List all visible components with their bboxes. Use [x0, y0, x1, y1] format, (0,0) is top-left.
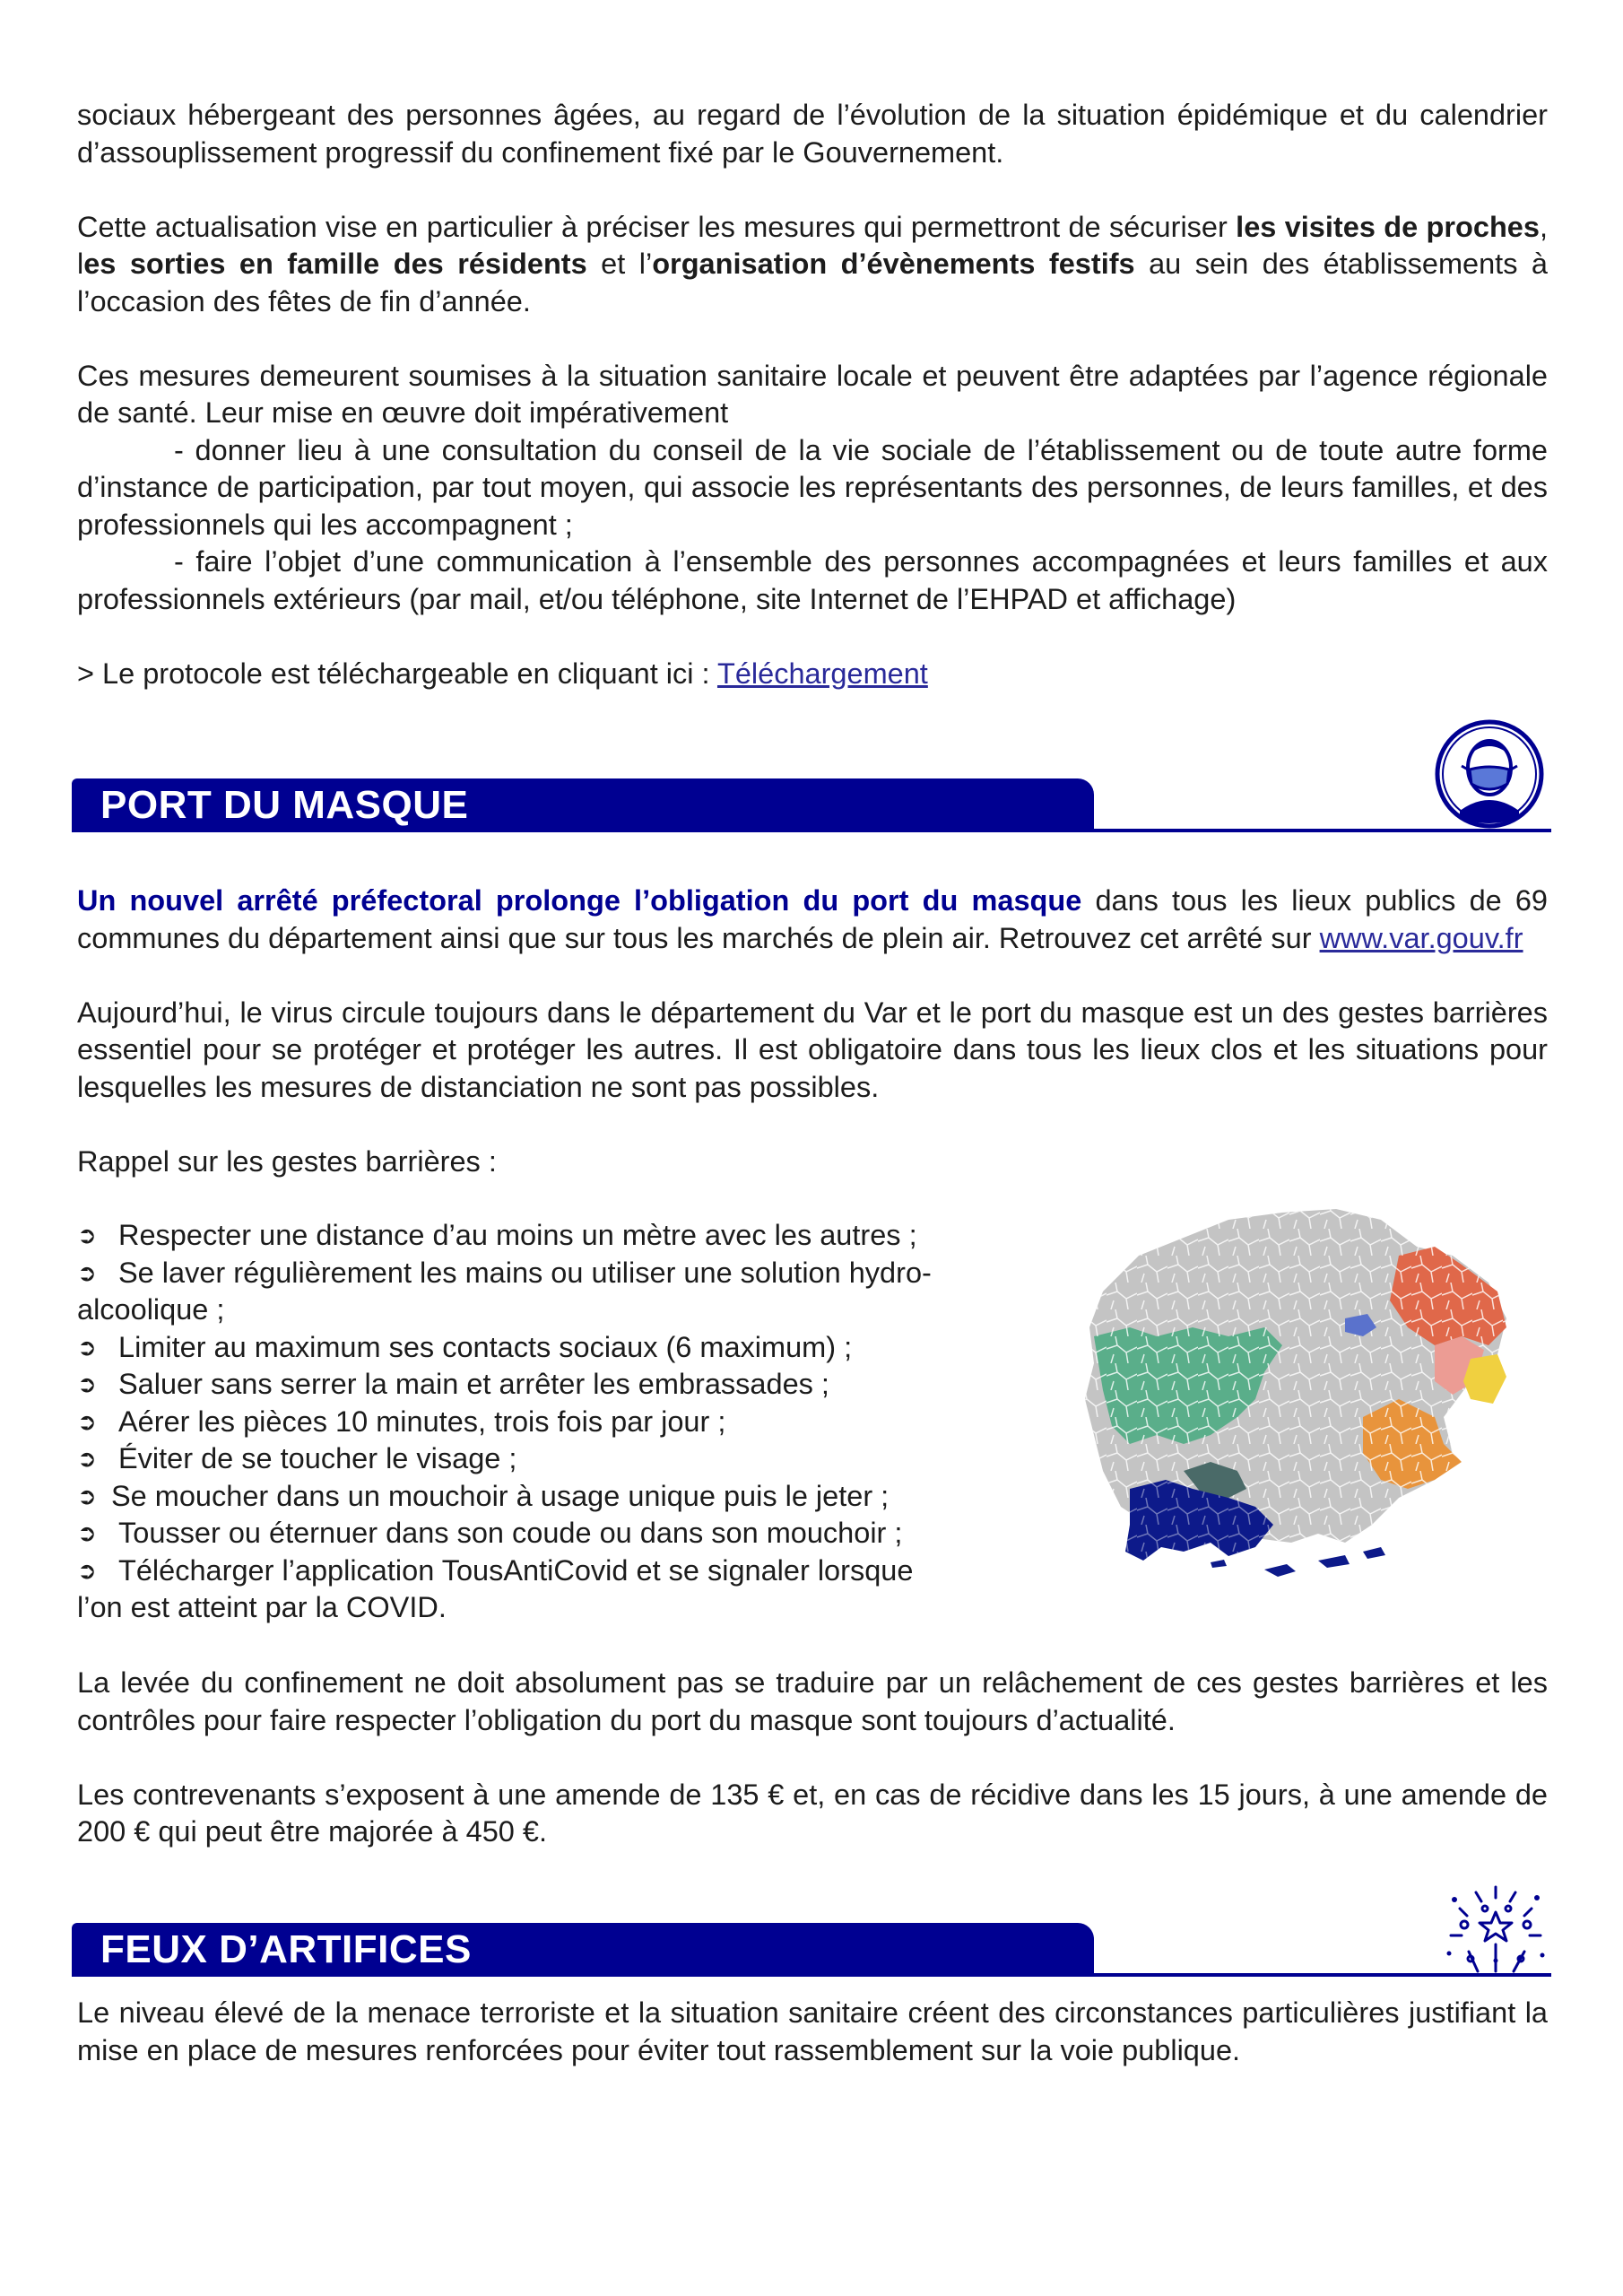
intro-p2-bold-sorties: es sorties en famille des résidents — [83, 248, 587, 280]
masque-paragraph-3: La levée du confinement ne doit absolument pas se traduire par un relâchement de ces gestes barrières et les contrôles pour faire respecter l’obligation du port du masque sont toujours d’actualité. — [77, 1666, 1548, 1736]
feux-paragraph-1: Le niveau élevé de la menace terroriste et la situation sanitaire créent des circonstances particulières justifiant la mise en place de mesures renforcées pour éviter tout rassemblement sur la voie publique. — [77, 1996, 1548, 2066]
download-link[interactable]: Téléchargement — [716, 657, 928, 690]
section-banner-masque — [72, 778, 1094, 832]
intro-p2-text-a: Cette actualisation vise en particulier à préciser les mesures qui permettront de sécuriser — [77, 210, 1237, 243]
geste-text: Saluer sans serrer la main et arrêter les embrassades ; — [118, 1368, 829, 1400]
geste-text: Télécharger l’application TousAntiCovid et se signaler lorsque — [118, 1553, 914, 1587]
arrow-bullet-icon: ➲ — [77, 1222, 97, 1248]
geste-text: Éviter de se toucher le visage ; — [118, 1442, 517, 1474]
geste-text: Se moucher dans un mouchoir à usage unique puis le jeter ; — [111, 1479, 890, 1512]
intro-text — [77, 97, 1548, 692]
masque-paragraph-2: Aujourd’hui, le virus circule toujours dans le département du Var et le port du masque est un des gestes barrières essentiel pour se protéger et protéger les autres. Il est obligatoire dans tous les lieux clos et les situations pour lesquelles les mesures de distanciation ne sont pas possibles. — [77, 996, 1548, 1103]
masque-lead-bold: Un nouvel arrêté préfectoral prolonge l’obligation du port du masque — [77, 884, 1082, 917]
arrow-bullet-icon: ➲ — [77, 1556, 97, 1584]
intro-p2-text-c: , l — [77, 210, 1548, 280]
list-item — [77, 1255, 1063, 1292]
gestes-rappel-heading: Rappel sur les gestes barrières : — [77, 1144, 497, 1178]
geste-text: Aérer les pièces 10 minutes, trois fois par jour ; — [118, 1405, 726, 1438]
list-item-continuation — [77, 1292, 1063, 1329]
arrow-bullet-icon: ➲ — [77, 1258, 97, 1286]
intro-p2-text-e: au sein des établissements à l’occasion des fêtes de fin d’année. — [77, 248, 1548, 317]
list-item — [77, 1366, 1063, 1404]
arrow-bullet-icon: ➲ — [77, 1333, 97, 1361]
intro-p2-bold-festifs: organisation d’évènements festifs — [652, 248, 1135, 280]
var-department-map — [1076, 1202, 1524, 1596]
intro-list-item-1: - donner lieu à une consultation du conseil de la vie sociale de l’établissement ou de toute autre forme d’instance de participation, par tout moyen, qui associe les représentants des personnes, de leurs familles, et des professionnels qui les accompagnent ; — [77, 433, 1548, 541]
mask-face-icon — [1433, 718, 1546, 831]
geste-text: Tousser ou éternuer dans son coude ou dans son mouchoir ; — [118, 1517, 903, 1549]
masque-text — [77, 883, 1548, 1180]
banner-underline-feux — [72, 1973, 1551, 1977]
protocol-download-text: > Le protocole est téléchargeable en cliquant ici : — [77, 657, 717, 690]
list-item — [77, 1515, 1063, 1552]
intro-p2-text-d: et l’ — [586, 248, 653, 280]
feux-text — [77, 1995, 1548, 2069]
arrow-bullet-icon: ➲ — [77, 1370, 97, 1397]
section-banner-feux — [72, 1923, 1094, 1977]
list-item — [77, 1329, 1063, 1367]
fireworks-icon — [1442, 1882, 1549, 1975]
gestes-list — [77, 1217, 1063, 1627]
arrow-bullet-icon: ➲ — [77, 1445, 97, 1472]
list-item — [77, 1552, 1063, 1590]
arrow-bullet-icon: ➲ — [77, 1407, 97, 1435]
arrow-bullet-icon: ➲ — [77, 1519, 97, 1546]
geste-text: alcoolique ; — [77, 1293, 225, 1326]
intro-paragraph-1: sociaux hébergeant des personnes âgées, au regard de l’évolution de la situation épidémique et du calendrier d’assouplissement progressif du confinement fixé par le Gouvernement. — [77, 99, 1548, 169]
masque-paragraph-4: Les contrevenants s’exposent à une amende de 135 € et, en cas de récidive dans les 15 jours, à une amende de 200 € qui peut être majorée à 450 €. — [77, 1778, 1548, 1848]
intro-list-item-2: - faire l’objet d’une communication à l’ensemble des personnes accompagnées et leurs familles et aux professionnels extérieurs (par mail, et/ou téléphone, site Internet de l’EHPAD et affichage) — [77, 545, 1548, 615]
intro-paragraph-3: Ces mesures demeurent soumises à la situation sanitaire locale et peuvent être adaptées par l’agence régionale de santé. Leur mise en œuvre doit impérativement — [77, 359, 1548, 429]
list-item-continuation — [77, 1589, 1063, 1627]
var-gouv-link[interactable]: www.var.gouv.fr — [1319, 921, 1523, 954]
list-item — [77, 1478, 1063, 1516]
arrow-bullet-icon: ➲ — [77, 1482, 97, 1509]
var-map-svg — [1076, 1202, 1524, 1596]
masque-lead-text: dans tous les lieux publics de 69 communes du département ainsi que sur tous les marchés de plein air. Retrouvez cet arrêté sur — [77, 884, 1548, 954]
geste-text: l’on est atteint par la COVID. — [77, 1591, 447, 1623]
section-title-masque: PORT DU MASQUE — [100, 783, 469, 827]
banner-underline-masque — [72, 829, 1551, 832]
geste-text: Respecter une distance d’au moins un mètre avec les autres ; — [118, 1219, 917, 1251]
list-item — [77, 1404, 1063, 1441]
geste-text: Limiter au maximum ses contacts sociaux (6 maximum) ; — [118, 1330, 853, 1363]
masque-lead-paragraph — [77, 883, 1548, 957]
masque-closing-text — [77, 1665, 1548, 1851]
section-title-feux: FEUX D’ARTIFICES — [100, 1927, 472, 1971]
protocol-download-line — [77, 656, 1548, 693]
geste-text: Se laver régulièrement les mains ou utiliser une solution hydro- — [118, 1256, 932, 1289]
list-item — [77, 1217, 1063, 1255]
intro-paragraph-2 — [77, 209, 1548, 321]
intro-p2-bold-visites: les visites de proches — [1236, 210, 1540, 243]
list-item — [77, 1440, 1063, 1478]
